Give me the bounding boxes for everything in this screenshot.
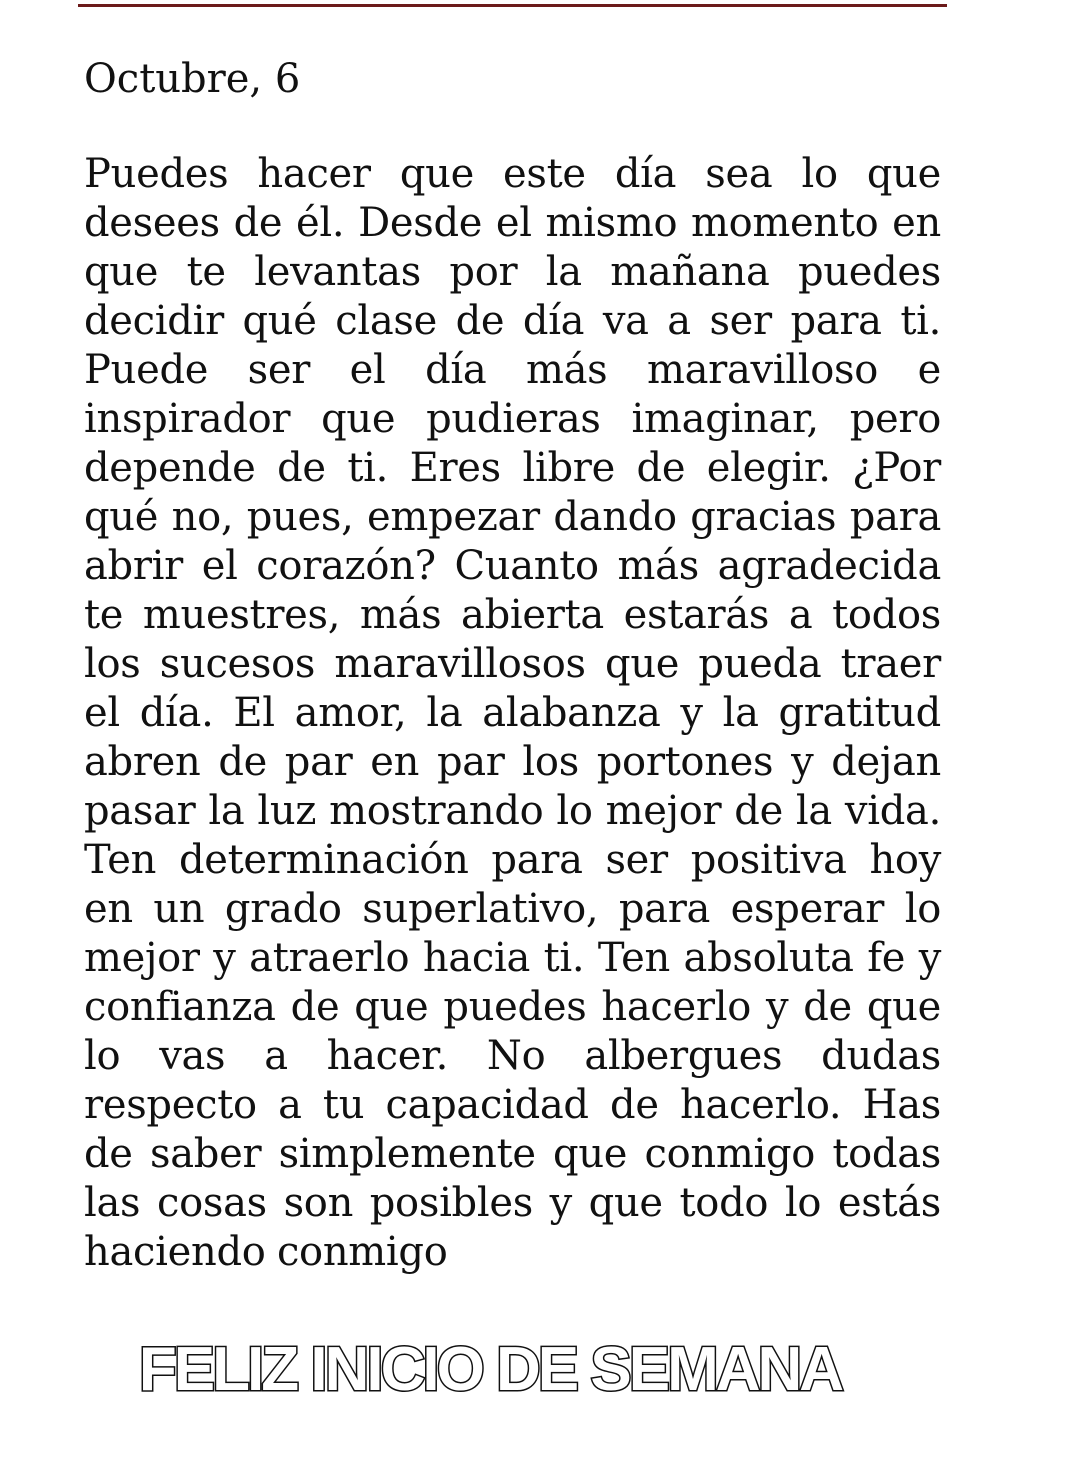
overlay-caption: FELIZ INICIO DE SEMANA — [138, 1335, 842, 1404]
document-page — [84, 52, 941, 1277]
entry-body: Puedes hacer que este día sea lo que desees de él. Desde el mismo momento en que te levantas por la mañana puedes decidir qué clase de día va a ser para ti. Puede ser el día más maravilloso e inspirador que pudieras imaginar, pero depende de ti. Eres libre de elegir. ¿Por qué no, pues, empezar dando gracias para abrir el corazón? Cuanto más agradecida te muestres, más abierta estarás a todos los sucesos maravillosos que pueda traer el día. El amor, la alabanza y la gratitud abren de par en par los portones y dejan pasar la luz mostrando lo mejor de la vida. Ten determinación para ser positiva hoy en un grado superlativo, para esperar lo mejor y atraerlo hacia ti. Ten absoluta fe y confianza de que puedes hacerlo y de que lo vas a hacer. No albergues dudas respecto a tu capacidad de hacerlo. Has de saber simplemente que conmigo todas las cosas son posibles y que todo lo estás haciendo conmigo — [84, 151, 941, 1275]
entry-date: Octubre, 6 — [84, 56, 301, 102]
header-rule — [78, 4, 947, 7]
